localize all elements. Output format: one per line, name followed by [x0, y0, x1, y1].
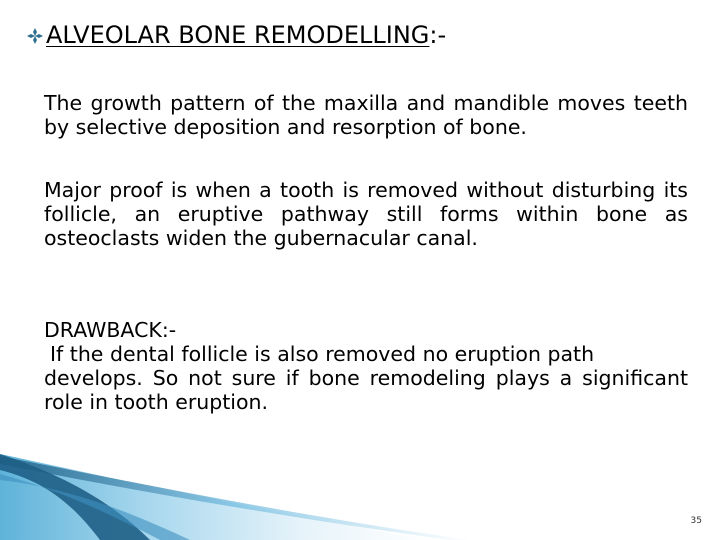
slide-heading [26, 20, 446, 52]
paragraph-proof: Major proof is when a tooth is removed without disturbing its follicle, an eruptive pathway still forms within bone as osteoclasts widen the gubernacular canal. [44, 178, 688, 250]
paragraph-drawback [44, 318, 688, 414]
heading-suffix: :- [429, 21, 447, 49]
page-number: 35 [690, 516, 702, 526]
drawback-label: DRAWBACK:- [44, 318, 177, 342]
paragraph-growth: The growth pattern of the maxilla and mandible moves teeth by selective deposition and resorption of bone. [44, 91, 688, 139]
decorative-wave [0, 440, 720, 540]
drawback-text: develops. So not sure if bone remodeling plays a significant role in tooth eruption. [44, 366, 688, 414]
heading-title: ALVEOLAR BONE REMODELLING [46, 21, 430, 49]
diamond-bullet-icon [26, 22, 46, 52]
drawback-line: If the dental follicle is also removed no eruption path [50, 342, 595, 366]
